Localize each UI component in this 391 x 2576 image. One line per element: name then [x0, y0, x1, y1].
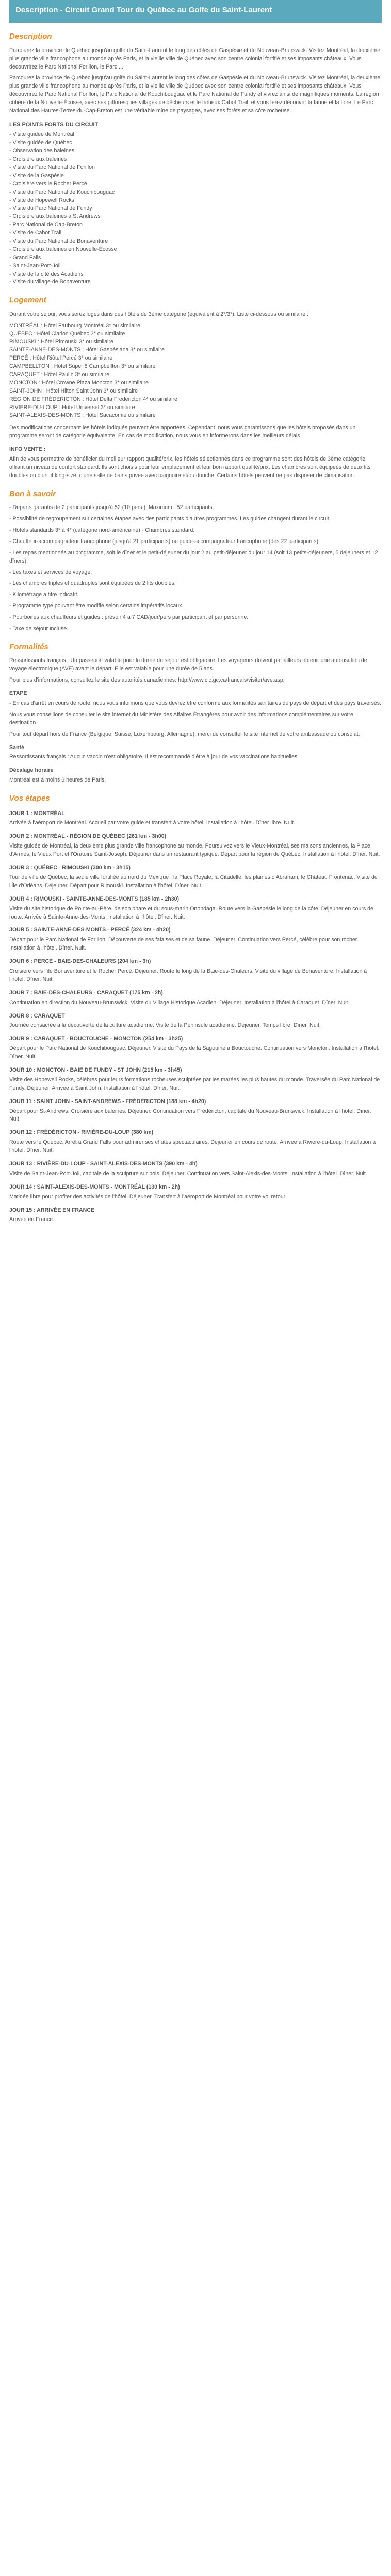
day-text: Route vers le Québec. Arrêt à Grand Falls pour admirer ses chutes spectaculaires. Déjeuner en cours de route. Arrivée à Rivière-du-Loup. Installation à l'hôtel. Dîner. Nuit. — [9, 1139, 376, 1154]
day-title: JOUR 10 : MONCTON - BAIE DE FUNDY - ST JOHN (215 km - 3h45) — [9, 1066, 182, 1073]
day-text: Visite des Hopewell Rocks, célèbres pour leurs formations rocheuses sculptées par les marées les plus hautes du monde. Traversée du Parc National de Fundy. Déjeuner. Arrivée à Saint John. Installation à l'hôtel. Dîner. Nuit. — [9, 1076, 380, 1091]
section-title-bonasavoir: Bon à savoir — [9, 489, 56, 498]
day-title: JOUR 8 : CARAQUET — [9, 1012, 65, 1019]
hotel-item: QUÉBEC : Hôtel Clarion Québec 3* ou similaire — [9, 330, 125, 337]
decalage-text: Montréal est à moins 6 heures de Paris. — [9, 777, 106, 784]
hotel-item: CAMPBELLTON : Hôtel Super 8 Campbellton 3* ou similaire — [9, 363, 156, 370]
day-title: JOUR 9 : CARAQUET - BOUCTOUCHE - MONCTON (254 km - 3h25) — [9, 1036, 183, 1042]
point-item: - Visite guidée de Montréal — [9, 131, 74, 138]
logement-intro: Durant votre séjour, vous serez logés dans des hôtels de 3ème catégorie (équivalent à 2*/3*). Liste ci-dessous ou similaire : — [9, 311, 309, 317]
hotel-list — [9, 322, 382, 420]
day-text: Visite du site historique de Pointe-au-Père, de son phare et du sous-marin Onondaga. Route vers la Gaspésie le long de la côte. Déjeuner en cours de route. Arrivée à Sainte-Anne-des-Monts. Installation à l'hôtel. Dîner. Nuit. — [9, 905, 373, 920]
hotel-item: CARAQUET : Hôtel Paulin 3* ou similaire — [9, 371, 110, 378]
point-item: - Visite guidée de Québec — [9, 140, 72, 146]
day-text: Visite de Saint-Jean-Port-Joli, capitale de la sculpture sur bois. Déjeuner. Continuation vers Saint-Alexis-des-Monts. Installation à l'hôtel. Dîner. Nuit. — [9, 1170, 367, 1177]
bonasavoir-item: - Départs garantis de 2 participants jusqu'à 52 (10 pers.). Maximum : 52 participants. — [9, 504, 214, 511]
point-item: - Parc National de Cap-Breton — [9, 222, 83, 228]
day-text: Départ pour le Parc National de Kouchibouguac. Déjeuner. Visite du Pays de la Sagouine à Bouctouche. Continuation vers Moncton. Installation à l'hôtel. Dîner. Nuit. — [9, 1045, 380, 1060]
days-list — [9, 810, 382, 1225]
day-title: JOUR 2 : MONTRÉAL - RÉGION DE QUÉBEC (261 km - 3h00) — [9, 833, 167, 840]
hotel-item: RÉGION DE FRÉDÉRICTON : Hôtel Delta Fredericton 4* ou similaire — [9, 396, 177, 402]
bonasavoir-item: - Chauffeur-accompagnateur francophone (jusqu'à 21 participants) ou guide-accompagnateur francophone (dès 22 participants). — [9, 538, 320, 545]
etape-paragraph-3: Pour tout départ hors de France (Belgique, Suisse, Luxembourg, Allemagne), merci de consulter le site internet de votre ambassade ou consulat. — [9, 731, 360, 737]
day-title: JOUR 6 : PERCÉ - BAIE-DES-CHALEURS (204 km - 3h) — [9, 958, 151, 965]
day-text: Continuation en direction du Nouveau-Brunswick. Visite du Village Historique Acadien. Déjeuner. Installation à l'hôtel à Caraquet. Dîner. Nuit. — [9, 999, 350, 1006]
day-title: JOUR 14 : SAINT-ALEXIS-DES-MONTS - MONTRÉAL (130 km - 2h) — [9, 1183, 180, 1190]
info-title: INFO VENTE : — [9, 446, 46, 453]
page-banner — [9, 0, 382, 23]
info-text: Afin de vous permettre de bénéficier du meilleur rapport qualité/prix, les hôtels sélectionnés dans ce programme sont des hôtels de 3ème catégorie offrant un niveau de confort standard. Ils sont choisis pour leur emplacement et leur bon rapport qualité/prix. Les chambres sont équipées de deux lits doubles ou d'un lit king-size, d'une salle de bains privée avec baignoire et/ou douche. Certains hôtels peuvent ne pas disposer de climatisation. — [9, 456, 371, 479]
day-title: JOUR 4 : RIMOUSKI - SAINTE-ANNE-DES-MONTS (185 km - 2h30) — [9, 895, 180, 902]
point-item: - Visite de Hopewell Rocks — [9, 197, 74, 204]
hotel-item: SAINT-JOHN : Hôtel Hilton Saint John 3* ou similaire — [9, 387, 138, 394]
bonasavoir-item: - Taxe de séjour incluse. — [9, 625, 69, 632]
day-title: JOUR 13 : RIVIÈRE-DU-LOUP - SAINT-ALEXIS-DES-MONTS (390 km - 4h) — [9, 1160, 198, 1167]
formalites-paragraph-2: Pour plus d'informations, consultez le site des autorités canadiennes: http://www.cic.gc.ca/francais/visiter/ave.asp. — [9, 677, 285, 684]
sante-title: Santé — [9, 744, 24, 751]
day-text: Arrivée à l'aéroport de Montréal. Accueil par votre guide et transfert à votre hôtel. Installation à l'hôtel. Dîner libre. Nuit. — [9, 820, 296, 826]
point-item: - Visite du Parc National de Bonaventure — [9, 238, 108, 244]
point-item: - Saint-Jean-Port-Joli — [9, 262, 61, 269]
description-paragraph-2: Parcourez la province de Québec jusqu'au golfe du Saint-Laurent le long des côtes de Gaspésie et du Nouveau-Brunswick. Visitez Montréal, la deuxième plus grande ville francophone au monde après Paris, et la vieille ville de Québec avec son centre colonial fortifié et ses imposants châteaux. Vous découvrirez le Parc National Forillon, le Parc National de Kouchibouguac et le Parc National de Fundy et vivrez ainsi de magnifiques moments. La région côtière de la Nouvelle-Écosse, avec ses pittoresques villages de pêcheurs et le fameux Cabot Trail, et vous ferez découvrir la faune et la flore. Le Parc National des Hautes-Terres-du-Cap-Breton est une véritable mine de paysages, avec ses forêts et sa côte rocheuse. — [9, 75, 381, 114]
point-item: - Croisière aux baleines en Nouvelle-Écosse — [9, 246, 117, 252]
point-item: - Visite de Cabot Trail — [9, 230, 62, 236]
day-text: Matinée libre pour profiter des activités de l'hôtel. Déjeuner. Transfert à l'aéroport de Montréal pour votre vol retour. — [9, 1193, 287, 1200]
etape-paragraph-2: Nous vous conseillons de consulter le site internet du Ministère des Affaires Étrangères pour avoir des informations complémentaires sur votre destination. — [9, 711, 353, 726]
point-item: - Croisière aux baleines à St Andrews — [9, 213, 101, 220]
hotel-item: SAINT-ALEXIS-DES-MONTS : Hôtel Sacacomie ou similaire — [9, 412, 156, 419]
page-title: Description - Circuit Grand Tour du Québec au Golfe du Saint-Laurent — [15, 6, 272, 14]
hotel-item: RIVIÈRE-DU-LOUP : Hôtel Universel 3* ou similaire — [9, 404, 135, 411]
hotel-item: RIMOUSKI : Hôtel Rimouski 3* ou similaire — [9, 338, 113, 345]
etape-paragraph-1: - En cas d'arrêt en cours de route, nous vous informons que vous devrez être conforme aux formalités sanitaires du pays de départ et des pays traversés. — [9, 700, 382, 706]
day-title: JOUR 3 : QUÉBEC - RIMOUSKI (300 km - 3h15) — [9, 865, 131, 871]
day-text: Croisière vers l'île Bonaventure et le Rocher Percé. Déjeuner. Route le long de la Baie-des-Chaleurs. Visite du village de Bonaventure. Installation à l'hôtel. Dîner. Nuit. — [9, 968, 367, 982]
hotel-item: SAINTE-ANNE-DES-MONTS : Hôtel Gaspésiana 3* ou similaire — [9, 347, 165, 353]
bonasavoir-list — [9, 504, 382, 633]
section-title-programme: Vos étapes — [9, 794, 50, 803]
point-item: - Visite du village de Bonaventure — [9, 279, 91, 285]
hotel-item: MONTRÉAL : Hôtel Faubourg Montréal 3* ou similaire — [9, 322, 140, 329]
point-item: - Visite du Parc National de Kouchibouguac — [9, 189, 115, 195]
point-item: - Croisière vers le Rocher Percé — [9, 180, 87, 187]
day-text: Départ pour St-Andrews. Croisière aux baleines. Déjeuner. Continuation vers Frédéricton, capitale du Nouveau-Brunswick. Installation à l'hôtel. Dîner. Nuit. — [9, 1108, 371, 1123]
day-title: JOUR 5 : SAINTE-ANNE-DES-MONTS - PERCÉ (324 km - 4h20) — [9, 927, 171, 934]
day-title: JOUR 12 : FRÉDÉRICTON - RIVIÈRE-DU-LOUP (380 km) — [9, 1129, 154, 1136]
description-paragraph-1: Parcourez la province de Québec jusqu'au golfe du Saint-Laurent le long des côtes de Gaspésie et du Nouveau-Brunswick. Visitez Montréal, la deuxième plus grande ville francophone au monde après Paris, et la vieille ville de Québec avec son centre colonial fortifié et ses imposants châteaux. Vous découvrirez le Parc National Forillon, le Parc ... — [9, 47, 381, 70]
section-title-description: Description — [9, 32, 52, 41]
section-title-logement: Logement — [9, 296, 46, 305]
page — [0, 0, 391, 1248]
point-item: - Visite de la Gaspésie — [9, 172, 64, 179]
point-item: - Grand Falls — [9, 254, 41, 261]
day-text: Tour de ville de Québec, la seule ville fortifiée au nord du Mexique : la Place Royale, la Citadelle, les plaines d'Abraham, le Château Frontenac. Visite de l'Île d'Orléans. Déjeuner. Départ pour Rimouski. Installation à l'hôtel. Dîner. Nuit. — [9, 874, 378, 889]
sante-text: Ressortissants français : Aucun vaccin n'est obligatoire. Il est recommandé d'être à jour de vos vaccinations habituelles. — [9, 754, 299, 760]
hotel-item: PERCÉ : Hôtel Riôtel Percé 3* ou similaire — [9, 355, 113, 362]
day-text: Arrivée en France. — [9, 1216, 55, 1223]
day-text: Visite guidée de Montréal, la deuxième plus grande ville francophone au monde. Poursuivez vers le Vieux-Montréal, ses maisons anciennes, la Place d'Armes, le Vieux Port et l'Oratoire Saint-Joseph. Déjeuner dans un restaurant typique. Départ pour la région de Québec. Installation à l'hôtel. Dîner. Nuit. — [9, 843, 380, 858]
points-title: LES POINTS FORTS DU CIRCUIT — [9, 121, 99, 128]
points-list — [9, 131, 382, 286]
day-title: JOUR 7 : BAIE-DES-CHALEURS - CARAQUET (175 km - 2h) — [9, 989, 163, 996]
day-title: JOUR 11 : SAINT JOHN - SAINT-ANDREWS - FRÉDÉRICTON (188 km - 4h20) — [9, 1098, 206, 1105]
day-text: Journée consacrée à la découverte de la culture acadienne. Visite de la Péninsule acadienne. Déjeuner. Temps libre. Dîner. Nuit. — [9, 1022, 321, 1029]
point-item: - Visite de la cité des Acadiens — [9, 270, 84, 277]
bonasavoir-item: - Les chambres triples et quadruples sont équipées de 2 lits doubles. — [9, 580, 176, 587]
bonasavoir-item: - Programme type pouvant être modifié selon certains impératifs locaux. — [9, 603, 184, 609]
hotel-item: MONCTON : Hôtel Crowne Plaza Moncton 3* ou similaire — [9, 379, 149, 386]
bonasavoir-item: - Hôtels standards 3* à 4* (catégorie nord-américaine) - Chambres standard. — [9, 527, 195, 533]
day-title: JOUR 15 : ARRIVÉE EN FRANCE — [9, 1207, 95, 1213]
bonasavoir-item: - Les repas mentionnés au programme, soit le dîner et le petit-déjeuner du jour 2 au petit-déjeuner du jour 14 (soit 13 petits-déjeuners, 5 déjeuners et 12 dîners). — [9, 549, 378, 564]
point-item: - Visite du Parc National de Fundy — [9, 205, 92, 212]
section-title-formalites: Formalités — [9, 642, 48, 651]
bonasavoir-item: - Les taxes et services de voyage. — [9, 569, 92, 575]
logement-note: Des modifications concernant les hôtels indiqués peuvent être apportées. Cependant, nous vous garantissons que les hôtels proposés dans un programme seront de catégorie équivalente. En cas de modification, nous vous en informerons dans les meilleurs délais. — [9, 425, 356, 439]
day-title: JOUR 1 : MONTRÉAL — [9, 810, 65, 817]
point-item: - Visite du Parc National de Forillon — [9, 164, 95, 171]
formalites-paragraph-1: Ressortissants français : Un passeport valable pour la durée du séjour est obligatoire. Les voyageurs doivent par ailleurs obtenir une autorisation de voyage électronique (AVE) avant le départ. Elle est valable pour une durée de 5 ans. — [9, 657, 367, 672]
etape-title: ETAPE — [9, 690, 27, 697]
point-item: - Croisière aux baleines — [9, 156, 67, 163]
bonasavoir-item: - Pourboires aux chauffeurs et guides : prévoir 4 à 7 CAD/jour/pers par participant et par personne. — [9, 614, 249, 621]
bonasavoir-item: - Possibilité de regroupement sur certaines étapes avec des participants d'autres programmes. Les guides changent durant le circuit. — [9, 516, 331, 522]
point-item: - Observation des baleines — [9, 148, 75, 155]
decalage-title: Décalage horaire — [9, 767, 54, 774]
bonasavoir-item: - Kilométrage à titre indicatif. — [9, 591, 79, 598]
day-text: Départ pour le Parc National de Forillon. Découverte de ses falaises et de sa faune. Déjeuner. Continuation vers Percé, célèbre pour son rocher. Installation à l'hôtel. Dîner. Nuit. — [9, 937, 359, 952]
